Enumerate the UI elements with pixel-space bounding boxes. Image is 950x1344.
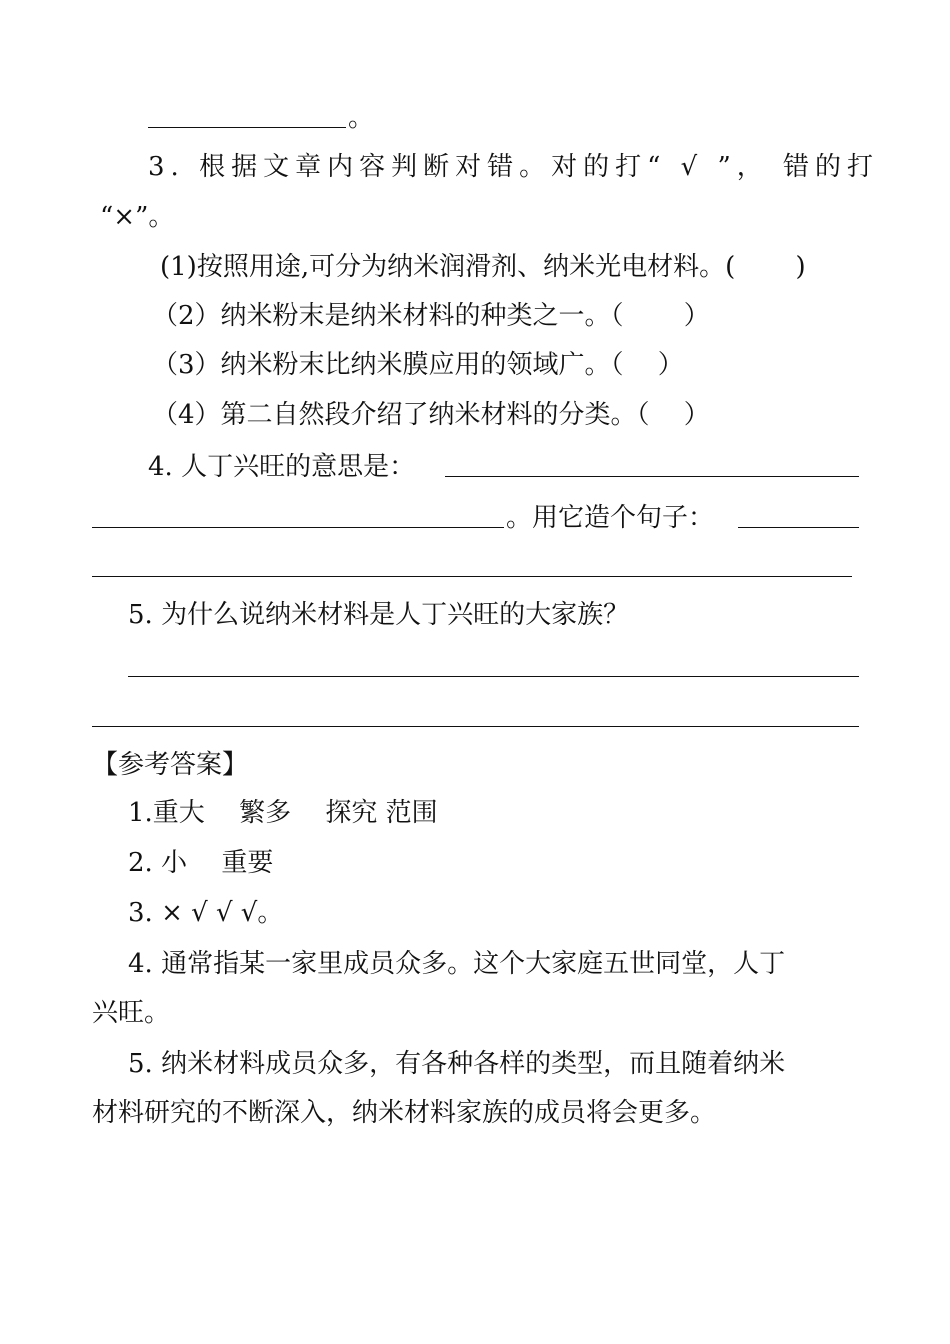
meaning-blank-continued[interactable] (92, 527, 504, 528)
answer-2: 2. 小 重要 (128, 848, 274, 878)
answer-blank[interactable] (148, 127, 346, 128)
sentence-blank[interactable] (738, 527, 859, 528)
question-4-prompt: 4. 人丁兴旺的意思是： (148, 452, 416, 482)
sentence-blank-continued[interactable] (92, 576, 852, 577)
answer-3: 3. × √ √ √。 (128, 898, 284, 928)
question-3-item-2: （2）纳米粉末是纳米材料的种类之一。（ ） (152, 301, 710, 331)
question-3-line-1: 3. 根据文章内容判断对错。对的打“ √ ”， 错的打 (148, 152, 880, 182)
answer-5-line-2: 材料研究的不断深入，纳米材料家族的成员将会更多。 (92, 1098, 717, 1128)
question-3-line-2: “×”。 (100, 202, 175, 232)
question-3-item-1: (1)按照用途,可分为纳米润滑剂、纳米光电材料。( ) (160, 252, 806, 282)
meaning-blank[interactable] (445, 476, 859, 477)
question-3-item-3: （3）纳米粉末比纳米膜应用的领域广。（ ） (152, 350, 684, 380)
question-5-blank-2[interactable] (92, 726, 859, 727)
answer-5-line-1: 5. 纳米材料成员众多，有各种各样的类型，而且随着纳米 (128, 1049, 786, 1079)
answer-1: 1.重大 繁多 探究 范围 (128, 798, 438, 828)
answer-4-line-1: 4. 通常指某一家里成员众多。这个大家庭五世同堂，人丁 (128, 949, 786, 979)
end-mark: 。 (348, 103, 375, 133)
question-3-item-4: （4）第二自然段介绍了纳米材料的分类。（ ） (152, 400, 710, 430)
question-5-prompt: 5. 为什么说纳米材料是人丁兴旺的大家族？ (128, 600, 630, 630)
question-4-sentence-prompt: 。用它造个句子： (506, 503, 715, 533)
answers-heading: 【参考答案】 (92, 750, 249, 780)
answer-4-line-2: 兴旺。 (92, 998, 171, 1028)
question-5-blank-1[interactable] (128, 676, 859, 677)
